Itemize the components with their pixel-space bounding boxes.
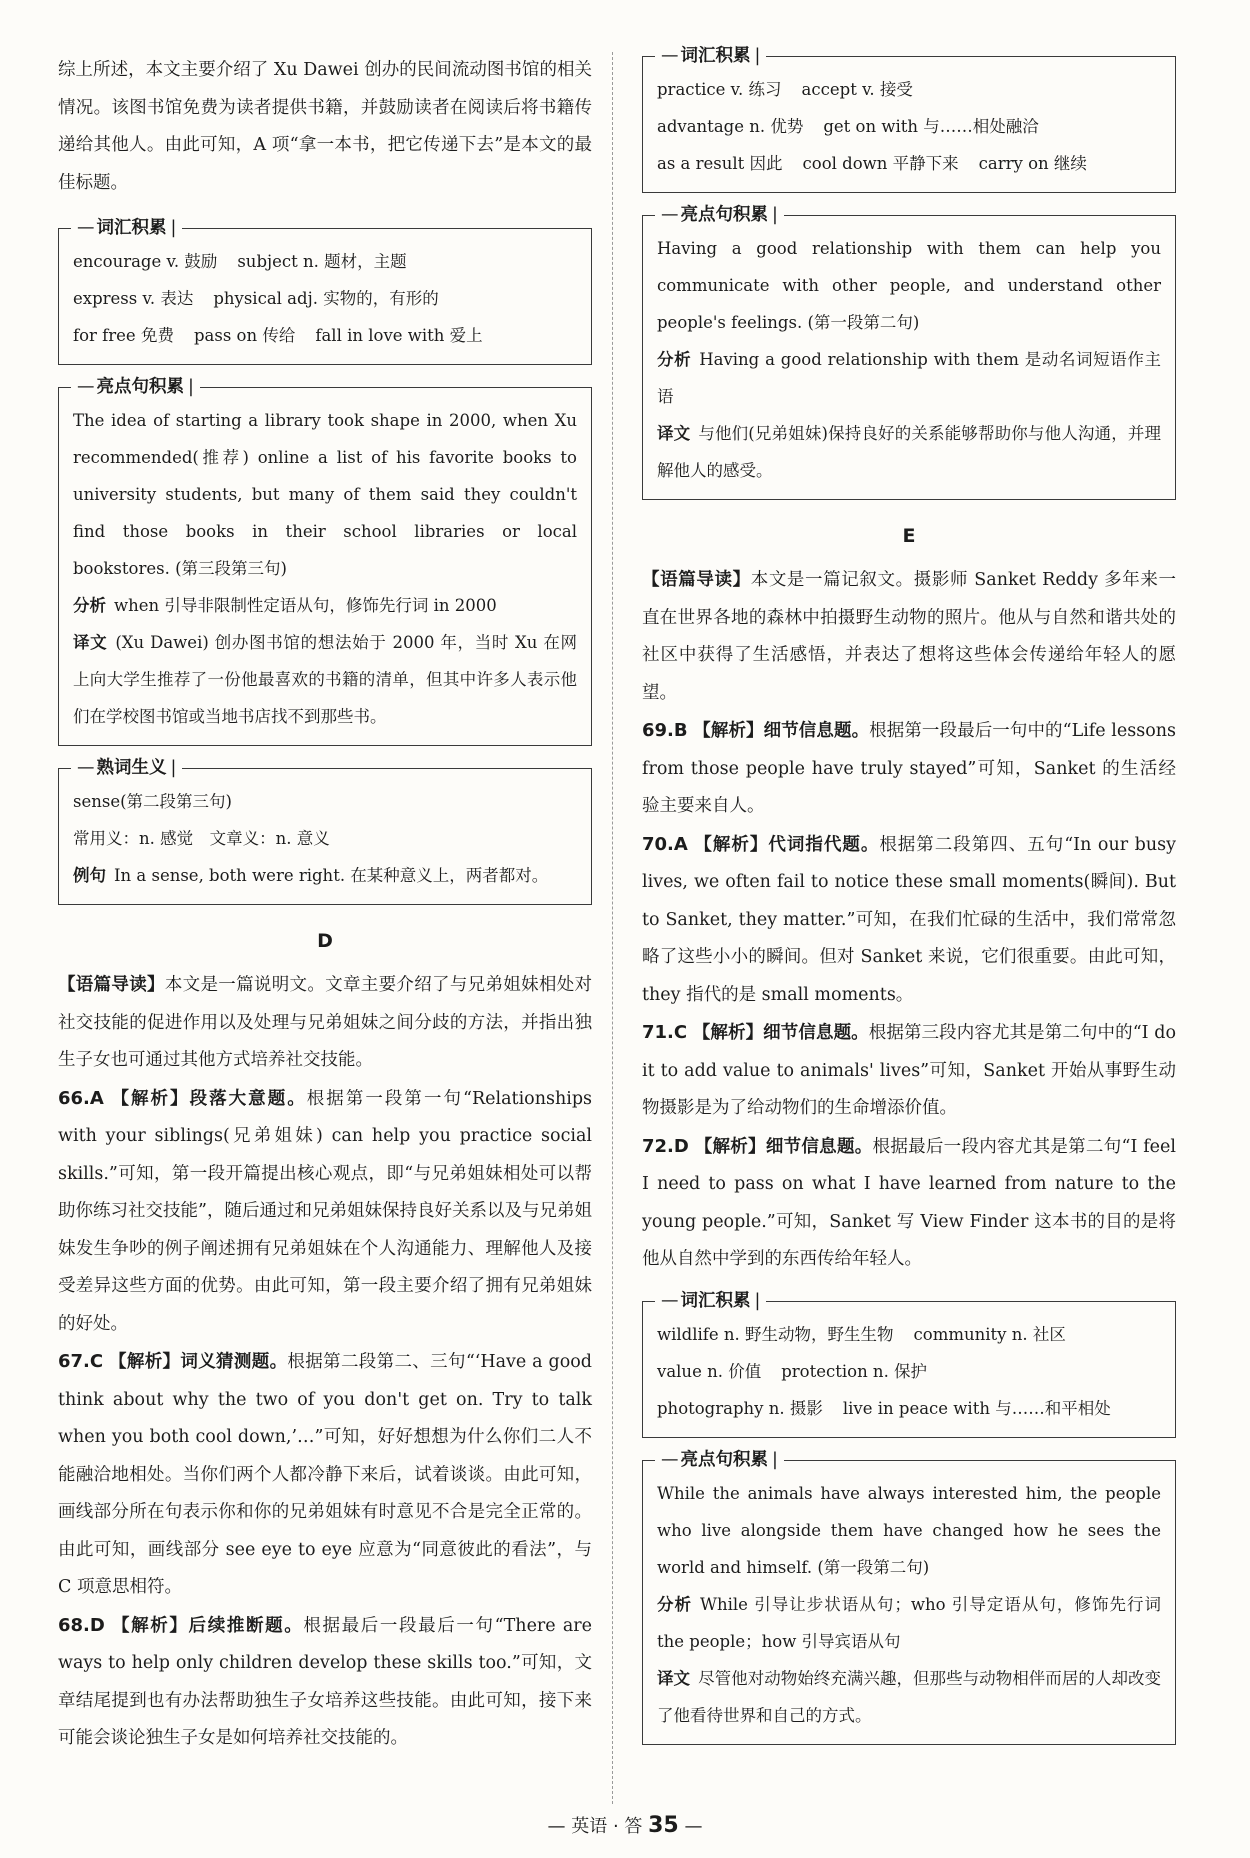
translation: 译文 (Xu Dawei) 创办图书馆的想法始于 2000 年，当时 Xu 在网上向大学生推荐了一份他最喜欢的书籍的清单，但其中许多人表示他们在学校图书馆或当地书店找不到那些书。	[73, 633, 577, 726]
sentence-box-tag: — 亮点句积累 |	[655, 1447, 784, 1473]
footer-subject: — 英语 · 答	[547, 1816, 643, 1837]
question-71: 71.C 【解析】细节信息题。根据第三段内容尤其是第二句中的“I do it to add value to animals' lives”可知，Sanket 开始从事野生动物摄影是为了给动物们的生命增添价值。	[642, 1022, 1176, 1118]
question-66: 66.A 【解析】段落大意题。根据第一段第一句“Relationships with your siblings(兄弟姐妹) can help you practice social skills.”可知，第一段开篇提出核心观点，即“与兄弟姐妹相处可以帮助你练习社交技能”，随后通过和兄弟姐妹保持良好关系以及与兄弟姐妹发生争吵的例子阐述拥有兄弟姐妹在个人沟通能力、理解他人及接受差异这些方面的优势。由此可知，第一段主要介绍了拥有兄弟姐妹的好处。	[58, 1087, 592, 1334]
word-source: sense(第二段第三句)	[73, 792, 232, 811]
vocab-line: wildlife n. 野生动物，野生生物 community n. 社区	[657, 1324, 1066, 1344]
word-box-tag: — 熟词生义 |	[71, 755, 182, 781]
left-column	[58, 52, 592, 1758]
highlight-sentence: While the animals have always interested him, the people who live alongside them have changed how he sees the world and himself. (第一段第二句)	[657, 1483, 1161, 1577]
highlight-sentence: Having a good relationship with them can help you communicate with other people, and understand other people's feelings. (第一段第二句)	[657, 239, 1161, 332]
word-example: 例句 In a sense, both were right. 在某种意义上，两者都对。	[73, 866, 549, 885]
translation: 译文 与他们(兄弟姐妹)保持良好的关系能够帮助你与他人沟通，并理解他人的感受。	[657, 424, 1162, 480]
highlight-sentence: The idea of starting a library took shape in 2000, when Xu recommended(推荐) online a list of his favorite books to university students, but many of them said they couldn't find those books in their school libraries or local bookstores. (第三段第三句)	[73, 411, 577, 578]
vocab-line: practice v. 练习 accept v. 接受	[657, 80, 913, 99]
vocab-line: express v. 表达 physical adj. 实物的，有形的	[73, 289, 439, 308]
vocab-box-tag: — 词汇积累 |	[655, 43, 766, 69]
vocab-line: advantage n. 优势 get on with 与……相处融洽	[657, 117, 1039, 136]
analysis: 分析 Having a good relationship with them 是动名词短语作主语	[657, 350, 1162, 406]
vocab-line: for free 免费 pass on 传给 fall in love with 爱上	[73, 326, 483, 345]
vocab-box-tag: — 词汇积累 |	[655, 1288, 766, 1314]
right-column	[642, 46, 1176, 1761]
column-divider	[612, 52, 613, 1804]
analysis: 分析 when 引导非限制性定语从句，修饰先行词 in 2000	[73, 596, 497, 615]
section-d-guide: 【语篇导读】本文是一篇说明文。文章主要介绍了与兄弟姐妹相处对社交技能的促进作用以及处理与兄弟姐妹之间分歧的方法，并指出独生子女也可通过其他方式培养社交技能。	[58, 975, 593, 1070]
vocab-box	[58, 218, 592, 365]
section-e-heading: E	[902, 525, 916, 547]
sentence-box-tag: — 亮点句积累 |	[655, 202, 784, 228]
page-footer	[0, 1812, 1250, 1838]
vocab-line: encourage v. 鼓励 subject n. 题材，主题	[73, 252, 407, 271]
question-68: 68.D 【解析】后续推断题。根据最后一段最后一句“There are ways to help only children develop these skills too.”可知，文章结尾提到也有办法帮助独生子女培养这些技能。由此可知，接下来可能会谈论独生子女是如何培养社交技能的。	[58, 1614, 592, 1748]
page-number: 35	[648, 1813, 679, 1838]
sentence-box-tag: — 亮点句积累 |	[71, 374, 200, 400]
question-70: 70.A 【解析】代词指代题。根据第二段第四、五句“In our busy lives, we often fail to notice these small moments(瞬间). But to Sanket, they matter.”可知，在我们忙碌的生活中，我们常常忽略了这些小小的瞬间。但对 Sanket 来说，它们很重要。由此可知，they 指代的是 small moments。	[642, 833, 1176, 1005]
question-69: 69.B 【解析】细节信息题。根据第一段最后一句中的“Life lessons from those people have truly stayed”可知，Sanket 的生活经验主要来自人。	[642, 720, 1176, 816]
vocab-line: value n. 价值 protection n. 保护	[657, 1361, 928, 1381]
translation: 译文 尽管他对动物始终充满兴趣，但那些与动物相伴而居的人却改变了他看待世界和自己的方式。	[657, 1668, 1162, 1725]
vocab-line: photography n. 摄影 live in peace with 与……和平相处	[657, 1398, 1111, 1418]
sentence-box	[642, 205, 1176, 500]
section-e-guide: 【语篇导读】本文是一篇记叙文。摄影师 Sanket Reddy 多年来一直在世界各地的森林中拍摄野生动物的照片。他从与自然和谐共处的社区中获得了生活感悟，并表达了想将这些体会传递给年轻人的愿望。	[642, 570, 1176, 703]
sentence-box	[642, 1449, 1176, 1745]
word-meanings: 常用义：n. 感觉 文章义：n. 意义	[73, 829, 330, 848]
analysis: 分析 While 引导让步状语从句；who 引导定语从句，修饰先行词 the people；how 引导宾语从句	[657, 1594, 1161, 1651]
question-67: 67.C 【解析】词义猜测题。根据第二段第二、三句“‘Have a good think about why the two of you don't get on. Try to talk when you both cool down,’…”可知，好好想想为什么你们二人不能融洽地相处。当你们两个人都冷静下来后，试着谈谈。由此可知，画线部分所在句表示你和你的兄弟姐妹有时意见不合是完全正常的。由此可知，画线部分 see eye to eye 应意为“同意彼此的看法”，与 C 项意思相符。	[58, 1351, 592, 1597]
footer-dash: —	[684, 1816, 703, 1837]
vocab-box	[642, 46, 1176, 193]
section-d-heading: D	[317, 930, 333, 952]
vocab-box	[642, 1290, 1176, 1438]
word-meaning-box	[58, 758, 592, 905]
question-72: 72.D 【解析】细节信息题。根据最后一段内容尤其是第二句“I feel I need to pass on what I have learned from nature to the young people.”可知，Sanket 写 View Finder 这本书的目的是将他从自然中学到的东西传给年轻人。	[642, 1135, 1176, 1269]
vocab-box-tag: — 词汇积累 |	[71, 215, 182, 241]
vocab-line: as a result 因此 cool down 平静下来 carry on 继续	[657, 154, 1087, 173]
intro-paragraph: 综上所述，本文主要介绍了 Xu Dawei 创办的民间流动图书馆的相关情况。该图书馆免费为读者提供书籍，并鼓励读者在阅读后将书籍传递给其他人。由此可知，A 项“拿一本书，把它传递下去”是本文的最佳标题。	[58, 60, 592, 193]
sentence-box	[58, 377, 592, 746]
